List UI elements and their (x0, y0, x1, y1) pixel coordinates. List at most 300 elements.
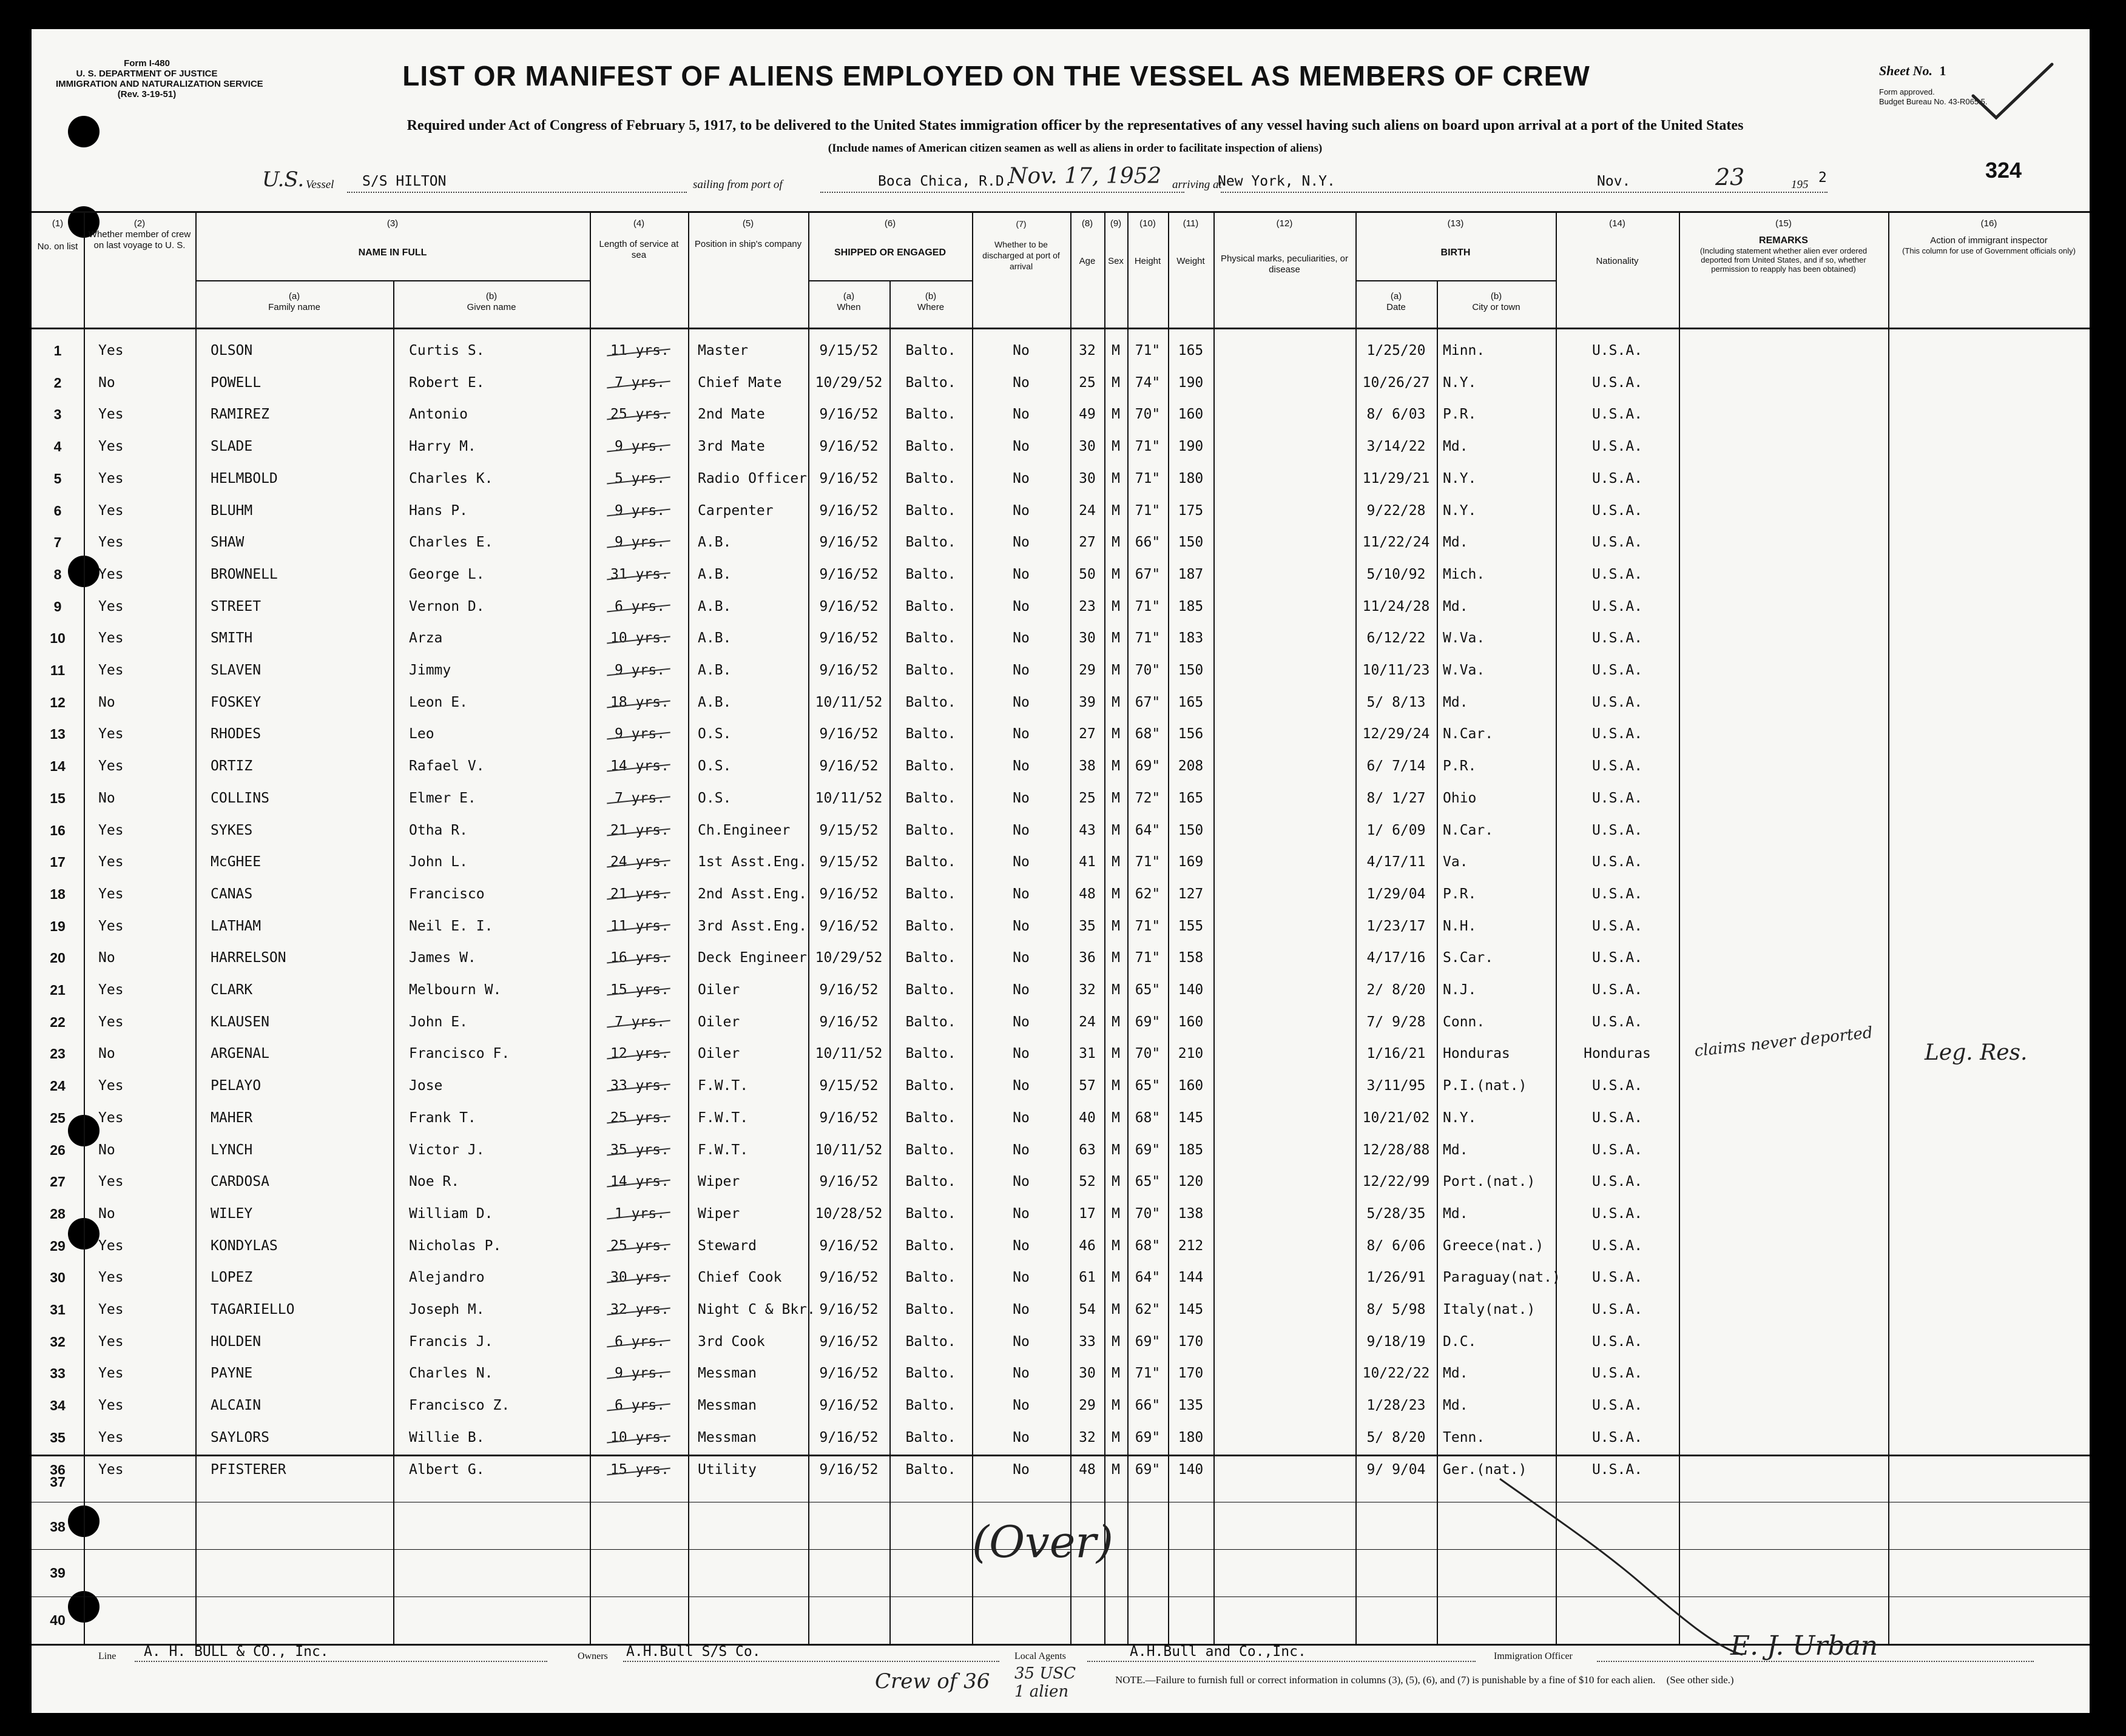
see-other-side: (See other side.) (1666, 1674, 1734, 1686)
cell-weight: 120 (1178, 1174, 1204, 1189)
form-identification (56, 58, 263, 99)
cell-family: SYKES (211, 823, 253, 838)
empty-row-number: 37 (50, 1474, 66, 1490)
row-number: 12 (50, 695, 66, 710)
cell-prev: No (98, 1142, 115, 1158)
cell-family: ORTIZ (211, 758, 253, 774)
cell-given: Jimmy (409, 662, 451, 678)
col2-header (87, 218, 192, 251)
cell-discharge: No (1013, 1270, 1030, 1285)
cell-service: 15 yrs. (610, 1462, 669, 1478)
cell-discharge: No (1013, 1078, 1030, 1094)
vessel-prefix: U.S. (262, 167, 305, 192)
cell-position: Chief Cook (698, 1270, 782, 1285)
cell-birth-place: P.I.(nat.) (1443, 1078, 1527, 1094)
cell-birth-date: 11/29/21 (1362, 471, 1430, 486)
row-number: 4 (53, 439, 62, 454)
cell-age: 41 (1079, 854, 1096, 870)
cell-when: 9/16/52 (819, 534, 879, 550)
cell-birth-place: Tenn. (1443, 1430, 1485, 1445)
col-title: Nationality (1596, 256, 1639, 266)
col-title: Sex (1108, 256, 1124, 266)
note-text: —Failure to furnish full or correct information in columns (3), (5), (6), and (7) is punishable by a fine of $10 for each alien. (1145, 1674, 1656, 1686)
cell-birth-place: Port.(nat.) (1443, 1174, 1536, 1189)
cell-weight: 138 (1178, 1206, 1204, 1222)
cell-birth-date: 8/ 6/06 (1366, 1238, 1426, 1254)
cell-birth-date: 10/11/23 (1362, 662, 1430, 678)
cell-given: Charles K. (409, 471, 493, 486)
cell-family: SHAW (211, 534, 245, 550)
cell-when: 9/16/52 (819, 630, 879, 646)
cell-weight: 150 (1178, 823, 1204, 838)
cell-when: 9/16/52 (819, 1462, 879, 1478)
col-letter: (a) (843, 291, 855, 301)
cell-prev: Yes (98, 1302, 124, 1317)
cell-prev: Yes (98, 1334, 124, 1350)
cell-discharge: No (1013, 1430, 1030, 1445)
cell-weight: 170 (1178, 1365, 1204, 1381)
cell-discharge: No (1013, 406, 1030, 422)
cell-when: 9/16/52 (819, 1302, 879, 1317)
row-number: 22 (50, 1014, 66, 1030)
cell-birth-place: Ohio (1443, 790, 1477, 806)
cell-discharge: No (1013, 950, 1030, 966)
cell-sex: M (1112, 630, 1120, 646)
cell-age: 39 (1079, 695, 1096, 710)
cell-nationality: U.S.A. (1591, 982, 1643, 998)
cell-where: Balto. (905, 1142, 956, 1158)
cell-where: Balto. (905, 695, 956, 710)
cell-nationality: U.S.A. (1591, 662, 1643, 678)
cell-position: 2nd Mate (698, 406, 765, 422)
cell-given: Antonio (409, 406, 468, 422)
cell-position: Wiper (698, 1206, 740, 1222)
cell-height: 64" (1135, 1270, 1161, 1285)
cell-sex: M (1112, 1078, 1120, 1094)
sheet-label: Sheet No. (1879, 63, 1932, 78)
cell-sex: M (1112, 1142, 1120, 1158)
cell-when: 9/16/52 (819, 662, 879, 678)
cell-family: SAYLORS (211, 1430, 269, 1445)
form-number: Form I-480 (124, 58, 170, 69)
cell-service: 7 yrs. (614, 1014, 666, 1030)
cell-height: 70" (1135, 406, 1161, 422)
cell-position: F.W.T. (698, 1110, 749, 1126)
cell-birth-date: 9/22/28 (1366, 503, 1426, 519)
row-number: 14 (50, 758, 66, 774)
cell-position: 2nd Asst.Eng. (698, 886, 808, 902)
cell-discharge: No (1013, 375, 1030, 391)
cell-where: Balto. (905, 471, 956, 486)
cell-age: 35 (1079, 918, 1096, 934)
cell-height: 68" (1135, 1110, 1161, 1126)
cell-family: RAMIREZ (211, 406, 269, 422)
cell-sex: M (1112, 695, 1120, 710)
row-number: 10 (50, 630, 66, 646)
cell-sex: M (1112, 1398, 1120, 1413)
cell-given: Arza (409, 630, 443, 646)
cell-when: 9/16/52 (819, 1238, 879, 1254)
cell-family: HARRELSON (211, 950, 286, 966)
arrival-day: 23 (1715, 164, 1745, 190)
cell-height: 72" (1135, 790, 1161, 806)
cell-given: Willie B. (409, 1430, 485, 1445)
col6-header (808, 218, 972, 258)
cell-position: A.B. (698, 695, 732, 710)
row-number: 20 (50, 950, 66, 966)
cell-age: 31 (1079, 1046, 1096, 1061)
cell-family: PFISTERER (211, 1462, 286, 1478)
cell-service: 14 yrs. (610, 758, 669, 774)
cell-prev: Yes (98, 439, 124, 454)
cell-weight: 190 (1178, 375, 1204, 391)
cell-service: 25 yrs. (610, 1238, 669, 1254)
cell-service: 25 yrs. (610, 1110, 669, 1126)
cell-family: STREET (211, 599, 262, 614)
cell-sex: M (1112, 1270, 1120, 1285)
cell-when: 9/16/52 (819, 1270, 879, 1285)
cell-when: 9/16/52 (819, 758, 879, 774)
col-letter: (b) (485, 291, 498, 301)
cell-age: 36 (1079, 950, 1096, 966)
cell-sex: M (1112, 1302, 1120, 1317)
cell-position: Carpenter (698, 503, 774, 519)
cell-given: Curtis S. (409, 343, 485, 358)
cell-height: 71" (1135, 503, 1161, 519)
cell-when: 9/16/52 (819, 1398, 879, 1413)
cell-when: 10/28/52 (815, 1206, 883, 1222)
cell-nationality: U.S.A. (1591, 695, 1643, 710)
cell-where: Balto. (905, 1462, 956, 1478)
cell-discharge: No (1013, 918, 1030, 934)
cell-nationality: U.S.A. (1591, 1334, 1643, 1350)
row-number: 29 (50, 1238, 66, 1254)
col-letter: (b) (1490, 291, 1502, 301)
cell-prev: Yes (98, 1365, 124, 1381)
col-title: Whether member of crew on last voyage to U. S. (88, 229, 191, 251)
col13a-header (1355, 291, 1437, 313)
cell-given: Joseph M. (409, 1302, 485, 1317)
steamship-line: A. H. BULL & CO., Inc. (144, 1644, 329, 1660)
cell-height: 66" (1135, 1398, 1161, 1413)
cell-nationality: U.S.A. (1591, 1238, 1643, 1254)
cell-position: Ch.Engineer (698, 823, 791, 838)
cell-birth-date: 6/12/22 (1366, 630, 1426, 646)
cell-discharge: No (1013, 1462, 1030, 1478)
cell-position: O.S. (698, 790, 732, 806)
cell-sex: M (1112, 1334, 1120, 1350)
cell-discharge: No (1013, 1206, 1030, 1222)
cell-prev: No (98, 1206, 115, 1222)
cell-age: 43 (1079, 823, 1096, 838)
cell-family: BROWNELL (211, 567, 278, 582)
row-number: 17 (50, 854, 66, 870)
cell-height: 68" (1135, 726, 1161, 742)
cell-discharge: No (1013, 599, 1030, 614)
cell-discharge: No (1013, 1110, 1030, 1126)
cell-given: William D. (409, 1206, 493, 1222)
owners: A.H.Bull S/S Co. (626, 1644, 761, 1660)
row-number: 8 (53, 567, 62, 582)
cell-given: Noe R. (409, 1174, 460, 1189)
cell-given: Harry M. (409, 439, 476, 454)
cell-family: McGHEE (211, 854, 262, 870)
cell-given: Leon E. (409, 695, 468, 710)
cell-position: Night C & Bkr. (698, 1302, 815, 1317)
cell-where: Balto. (905, 1078, 956, 1094)
cell-family: MAHER (211, 1110, 253, 1126)
cell-nationality: U.S.A. (1591, 854, 1643, 870)
cell-family: COLLINS (211, 790, 269, 806)
cell-position: O.S. (698, 726, 732, 742)
cell-position: Steward (698, 1238, 757, 1254)
cell-nationality: U.S.A. (1591, 1110, 1643, 1126)
revision: (Rev. 3-19-51) (117, 89, 177, 99)
col9-header (1104, 218, 1127, 267)
cell-age: 23 (1079, 599, 1096, 614)
cell-birth-place: N.Car. (1443, 726, 1494, 742)
form-subnote: (Include names of American citizen seamen as well as aliens in order to facilitate inspection of aliens) (828, 142, 1323, 155)
cell-age: 29 (1079, 662, 1096, 678)
cell-family: CANAS (211, 886, 253, 902)
row-number: 23 (50, 1046, 66, 1061)
cell-prev: Yes (98, 854, 124, 870)
cell-birth-date: 7/ 9/28 (1366, 1014, 1426, 1030)
cell-prev: Yes (98, 1238, 124, 1254)
col-number: (5) (742, 218, 754, 229)
cell-prev: Yes (98, 758, 124, 774)
cell-nationality: U.S.A. (1591, 375, 1643, 391)
cell-sex: M (1112, 375, 1120, 391)
cell-where: Balto. (905, 567, 956, 582)
cell-sex: M (1112, 950, 1120, 966)
cell-when: 9/16/52 (819, 1430, 879, 1445)
department: U. S. DEPARTMENT OF JUSTICE (76, 69, 218, 79)
col13b-header (1437, 291, 1556, 313)
row-number: 21 (50, 982, 66, 998)
cell-given: Vernon D. (409, 599, 485, 614)
row-number: 18 (50, 886, 66, 902)
footnote (1115, 1674, 1734, 1686)
owners-label: Owners (578, 1651, 608, 1661)
cell-birth-place: Md. (1443, 1398, 1468, 1413)
cell-height: 71" (1135, 630, 1161, 646)
cell-given: George L. (409, 567, 485, 582)
col15-header (1685, 218, 1882, 274)
row-number: 35 (50, 1430, 66, 1445)
cell-height: 71" (1135, 439, 1161, 454)
cell-age: 30 (1079, 1365, 1096, 1381)
cell-family: ALCAIN (211, 1398, 262, 1413)
cell-service: 9 yrs. (614, 1365, 666, 1381)
cell-given: Francisco Z. (409, 1398, 510, 1413)
cell-service: 7 yrs. (614, 375, 666, 391)
cell-birth-place: W.Va. (1443, 630, 1485, 646)
cell-discharge: No (1013, 471, 1030, 486)
cell-where: Balto. (905, 1430, 956, 1445)
row-number: 15 (50, 790, 66, 806)
cell-age: 30 (1079, 439, 1096, 454)
cell-service: 30 yrs. (610, 1270, 669, 1285)
cell-height: 67" (1135, 695, 1161, 710)
cell-weight: 190 (1178, 439, 1204, 454)
cell-sex: M (1112, 1462, 1120, 1478)
cell-discharge: No (1013, 662, 1030, 678)
row-number: 19 (50, 918, 66, 934)
row-number: 30 (50, 1270, 66, 1285)
row-number: 32 (50, 1334, 66, 1350)
punch-hole (68, 116, 100, 147)
cell-nationality: U.S.A. (1591, 1142, 1643, 1158)
cell-weight: 160 (1178, 1014, 1204, 1030)
cell-sex: M (1112, 534, 1120, 550)
cell-family: CLARK (211, 982, 253, 998)
cell-birth-date: 1/29/04 (1366, 886, 1426, 902)
cell-prev: No (98, 695, 115, 710)
cell-weight: 150 (1178, 534, 1204, 550)
cell-nationality: U.S.A. (1591, 823, 1643, 838)
cell-height: 69" (1135, 1142, 1161, 1158)
cell-age: 25 (1079, 375, 1096, 391)
cell-prev: Yes (98, 343, 124, 358)
cell-where: Balto. (905, 790, 956, 806)
cell-sex: M (1112, 503, 1120, 519)
row-number: 6 (53, 503, 62, 519)
cell-discharge: No (1013, 726, 1030, 742)
cell-prev: Yes (98, 1462, 124, 1478)
cell-given: John E. (409, 1014, 468, 1030)
arrival-month: Nov. (1597, 173, 1631, 189)
cell-service: 15 yrs. (610, 982, 669, 998)
cell-position: Oiler (698, 982, 740, 998)
cell-height: 69" (1135, 1334, 1161, 1350)
cell-position: Master (698, 343, 749, 358)
cell-birth-place: N.Car. (1443, 823, 1494, 838)
cell-service: 1 yrs. (614, 1206, 666, 1222)
cell-age: 57 (1079, 1078, 1096, 1094)
cell-when: 9/16/52 (819, 567, 879, 582)
cell-when: 9/15/52 (819, 854, 879, 870)
cell-nationality: U.S.A. (1591, 630, 1643, 646)
cell-weight: 150 (1178, 662, 1204, 678)
cell-birth-place: W.Va. (1443, 662, 1485, 678)
cell-where: Balto. (905, 343, 956, 358)
cell-age: 32 (1079, 343, 1096, 358)
cell-prev: Yes (98, 823, 124, 838)
crew-count-note: 1 alien (1014, 1683, 1069, 1701)
cell-birth-date: 3/11/95 (1366, 1078, 1426, 1094)
row-number: 1 (53, 343, 62, 358)
cell-nationality: U.S.A. (1591, 886, 1643, 902)
cell-birth-place: Paraguay(nat.) (1443, 1270, 1561, 1285)
cell-birth-place: N.Y. (1443, 375, 1477, 391)
row-number: 7 (53, 534, 62, 550)
cell-position: Oiler (698, 1046, 740, 1061)
row-number: 27 (50, 1174, 66, 1189)
cell-height: 71" (1135, 918, 1161, 934)
col-letter: (b) (925, 291, 937, 301)
cell-weight: 156 (1178, 726, 1204, 742)
cell-weight: 145 (1178, 1110, 1204, 1126)
cell-birth-place: Md. (1443, 439, 1468, 454)
col-title: Length of service at sea (599, 239, 679, 260)
cell-prev: Yes (98, 1110, 124, 1126)
cell-birth-place: N.Y. (1443, 1110, 1477, 1126)
cell-birth-date: 12/22/99 (1362, 1174, 1430, 1189)
col5-header (693, 218, 803, 250)
cell-birth-place: Md. (1443, 534, 1468, 550)
cell-where: Balto. (905, 439, 956, 454)
cell-birth-place: Md. (1443, 1142, 1468, 1158)
cell-height: 65" (1135, 1078, 1161, 1094)
cell-birth-place: Conn. (1443, 1014, 1485, 1030)
row-number: 2 (53, 375, 62, 391)
cell-service: 16 yrs. (610, 950, 669, 966)
cell-family: HOLDEN (211, 1334, 262, 1350)
cell-position: 1st Asst.Eng. (698, 854, 808, 870)
cell-given: Francisco F. (409, 1046, 510, 1061)
col-number: (6) (884, 218, 896, 229)
cell-height: 70" (1135, 1046, 1161, 1061)
col4-header (596, 218, 682, 261)
cell-sex: M (1112, 790, 1120, 806)
col-title: Where (917, 302, 945, 312)
cell-family: BLUHM (211, 503, 253, 519)
cell-weight: 183 (1178, 630, 1204, 646)
cell-prev: Yes (98, 534, 124, 550)
cell-discharge: No (1013, 439, 1030, 454)
cell-birth-date: 8/ 5/98 (1366, 1302, 1426, 1317)
arrival-port: New York, N.Y. (1218, 173, 1335, 189)
cell-sex: M (1112, 758, 1120, 774)
col-number: (2) (133, 218, 146, 229)
cell-height: 69" (1135, 1430, 1161, 1445)
col8-header (1070, 218, 1104, 267)
cell-age: 32 (1079, 1430, 1096, 1445)
cell-service: 21 yrs. (610, 823, 669, 838)
cell-service: 31 yrs. (610, 567, 669, 582)
cell-given: Nicholas P. (409, 1238, 502, 1254)
cell-service: 7 yrs. (614, 790, 666, 806)
cell-discharge: No (1013, 343, 1030, 358)
cell-where: Balto. (905, 599, 956, 614)
cell-birth-date: 8/ 1/27 (1366, 790, 1426, 806)
cell-when: 9/16/52 (819, 471, 879, 486)
check-mark-icon (1937, 58, 2058, 125)
cell-nationality: U.S.A. (1591, 406, 1643, 422)
col-number: (7) (1016, 219, 1027, 229)
cell-discharge: No (1013, 1302, 1030, 1317)
cell-birth-place: Mich. (1443, 567, 1485, 582)
cell-weight: 208 (1178, 758, 1204, 774)
cell-service: 9 yrs. (614, 503, 666, 519)
cell-where: Balto. (905, 1302, 956, 1317)
cell-position: Chief Mate (698, 375, 782, 391)
cell-nationality: U.S.A. (1591, 726, 1643, 742)
cell-weight: 185 (1178, 1142, 1204, 1158)
cell-service: 10 yrs. (610, 1430, 669, 1445)
cell-sex: M (1112, 726, 1120, 742)
cell-prev: Yes (98, 406, 124, 422)
cell-position: A.B. (698, 599, 732, 614)
cell-where: Balto. (905, 1238, 956, 1254)
cell-given: Melbourn W. (409, 982, 502, 998)
cell-family: LOPEZ (211, 1270, 253, 1285)
cell-birth-place: Italy(nat.) (1443, 1302, 1536, 1317)
col3-header (195, 218, 590, 258)
cell-service: 35 yrs. (610, 1142, 669, 1158)
cell-sex: M (1112, 918, 1120, 934)
